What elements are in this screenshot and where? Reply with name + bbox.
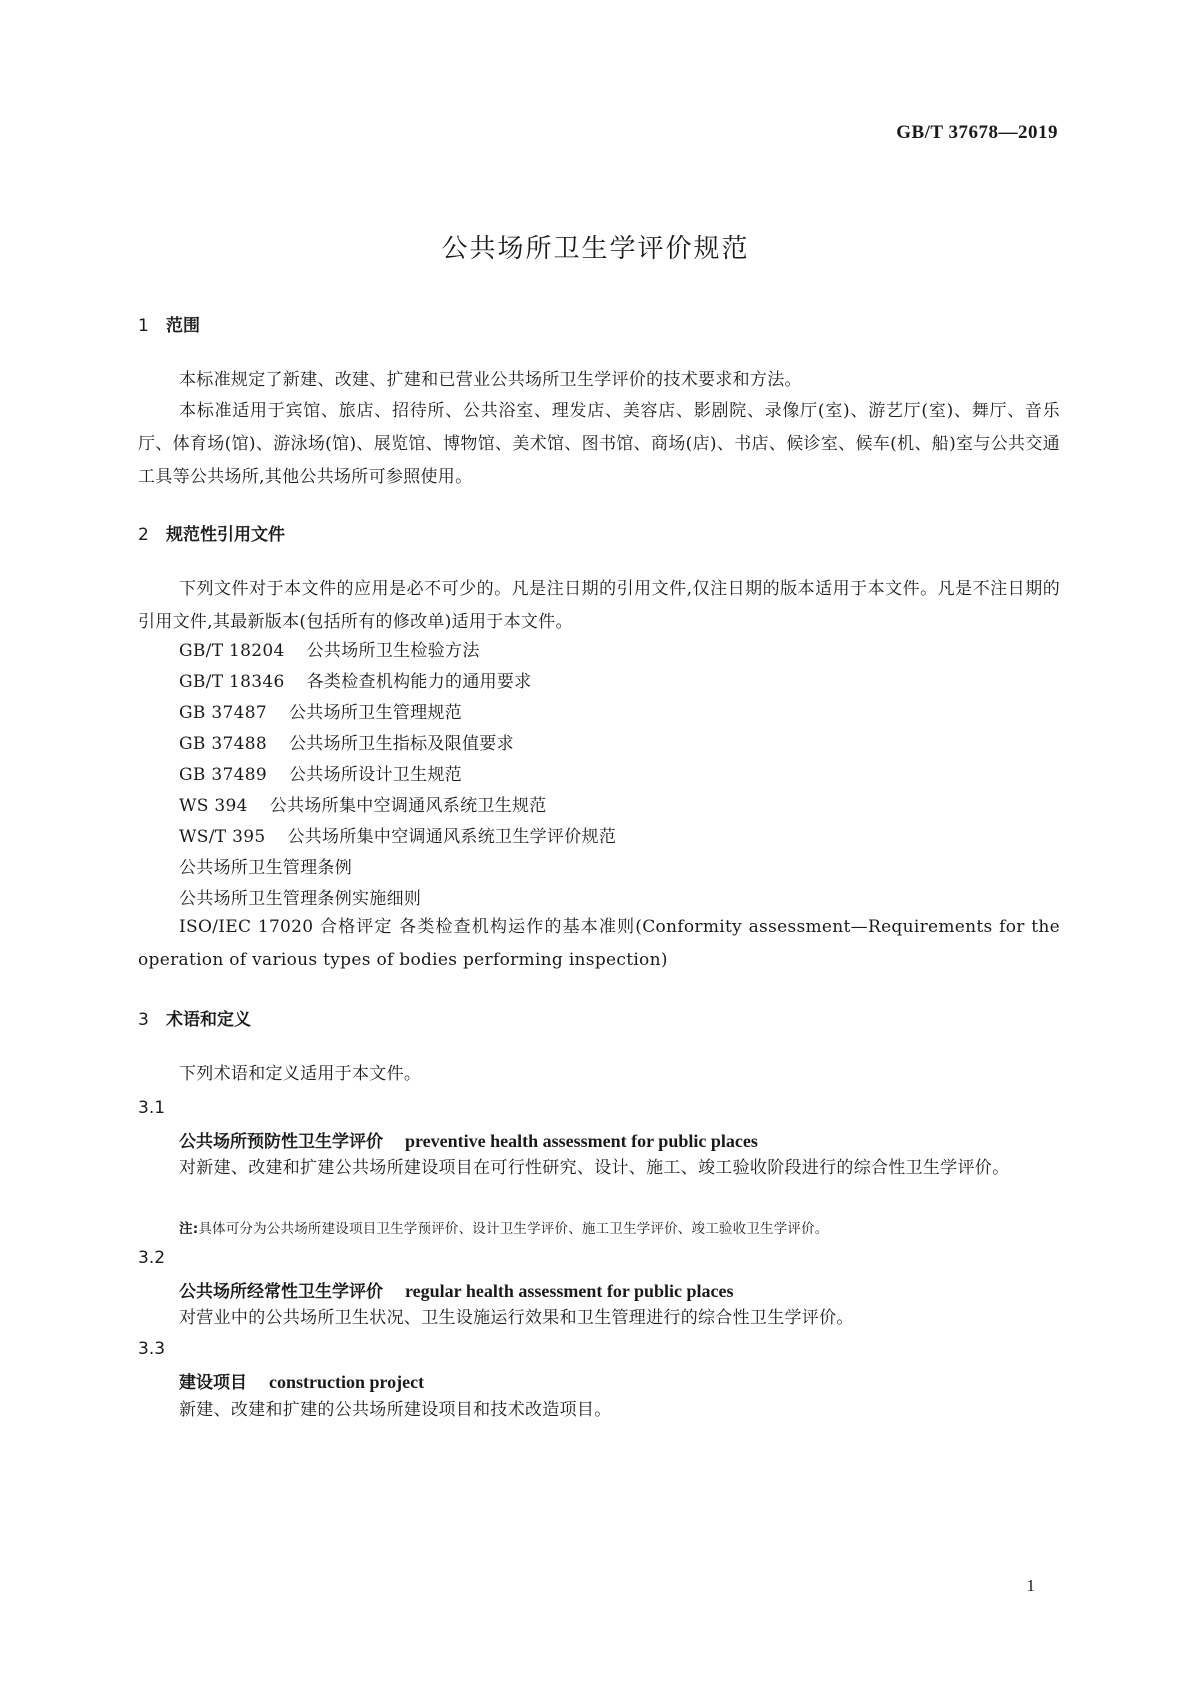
reference-code: GB/T 18346 (179, 672, 285, 692)
reference-title: 公共场所卫生管理条例实施细则 (179, 889, 422, 909)
section-title: 规范性引用文件 (166, 525, 285, 545)
term-definition: 对营业中的公共场所卫生状况、卫生设施运行效果和卫生管理进行的综合性卫生学评价。 (179, 1308, 854, 1328)
term-en: preventive health assessment for public places (405, 1131, 758, 1151)
paragraph: 下列文件对于本文件的应用是必不可少的。凡是注日期的引用文件,仅注日期的版本适用于本文件。凡是不注日期的引用文件,其最新版本(包括所有的修改单)适用于本文件。 (138, 579, 1060, 632)
reference-code: GB 37488 (179, 734, 267, 754)
standard-code: GB/T 37678—2019 (896, 122, 1058, 143)
section-heading-1 (138, 311, 200, 336)
term-en: construction project (269, 1372, 425, 1392)
reference-title: 公共场所卫生管理规范 (288, 703, 462, 723)
reference-code: WS 394 (179, 796, 248, 816)
reference-title: 公共场所设计卫生规范 (288, 765, 462, 785)
normative-reference (179, 852, 352, 885)
normative-reference (179, 666, 532, 699)
section-heading-3 (138, 1005, 251, 1030)
iso-reference: ISO/IEC 17020 合格评定 各类检查机构运作的基本准则(Conformity assessment—Requirements for the operation of various types of bodies performing inspection) (138, 917, 1060, 970)
term-heading (179, 1277, 734, 1302)
section-number: 1 (138, 316, 149, 336)
reference-title: 公共场所卫生管理条例 (179, 858, 352, 878)
term-number: 3.3 (138, 1339, 166, 1359)
reference-title: 公共场所集中空调通风系统卫生学评价规范 (287, 827, 617, 847)
reference-code: GB/T 18204 (179, 641, 285, 661)
section-number: 3 (138, 1010, 149, 1030)
reference-code: WS/T 395 (179, 827, 266, 847)
paragraph: 本标准适用于宾馆、旅店、招待所、公共浴室、理发店、美容店、影剧院、录像厅(室)、游艺厅(室)、舞厅、音乐厅、体育场(馆)、游泳场(馆)、展览馆、博物馆、美术馆、图书馆、商场(店)、书店、候诊室、候车(机、船)室与公共交通工具等公共场所,其他公共场所可参照使用。 (138, 401, 1060, 487)
section-heading-2 (138, 520, 285, 545)
term-en: regular health assessment for public places (405, 1281, 734, 1301)
term-heading (179, 1127, 758, 1152)
normative-reference (179, 821, 616, 854)
normative-reference (179, 790, 547, 823)
normative-reference (179, 759, 462, 792)
term-zh: 公共场所预防性卫生学评价 (179, 1132, 383, 1152)
term-heading (179, 1368, 424, 1393)
term-zh: 建设项目 (179, 1373, 247, 1393)
paragraph: 下列术语和定义适用于本文件。 (179, 1064, 422, 1084)
term-definition: 新建、改建和扩建的公共场所建设项目和技术改造项目。 (179, 1400, 612, 1420)
normative-reference (179, 635, 480, 668)
section-number: 2 (138, 525, 149, 545)
reference-title: 各类检查机构能力的通用要求 (306, 672, 532, 692)
page-title: 公共场所卫生学评价规范 (441, 234, 750, 264)
term-number: 3.2 (138, 1248, 166, 1268)
normative-reference (179, 697, 462, 730)
reference-title: 公共场所卫生检验方法 (306, 641, 480, 661)
reference-code: GB 37489 (179, 765, 267, 785)
section-title: 术语和定义 (166, 1010, 251, 1030)
term-note (179, 1217, 829, 1237)
note-text: 具体可分为公共场所建设项目卫生学预评价、设计卫生学评价、施工卫生学评价、竣工验收卫生学评价。 (198, 1221, 829, 1237)
note-label: 注: (179, 1221, 199, 1237)
normative-reference (179, 728, 514, 761)
page-number: 1 (1026, 1576, 1035, 1595)
section-title: 范围 (166, 316, 200, 336)
reference-code: GB 37487 (179, 703, 267, 723)
reference-title: 公共场所卫生指标及限值要求 (288, 734, 514, 754)
term-number: 3.1 (138, 1098, 166, 1118)
term-definition: 对新建、改建和扩建公共场所建设项目在可行性研究、设计、施工、竣工验收阶段进行的综合性卫生学评价。 (179, 1158, 1010, 1178)
term-zh: 公共场所经常性卫生学评价 (179, 1282, 383, 1302)
paragraph: 本标准规定了新建、改建、扩建和已营业公共场所卫生学评价的技术要求和方法。 (179, 370, 802, 390)
reference-title: 公共场所集中空调通风系统卫生规范 (269, 796, 547, 816)
